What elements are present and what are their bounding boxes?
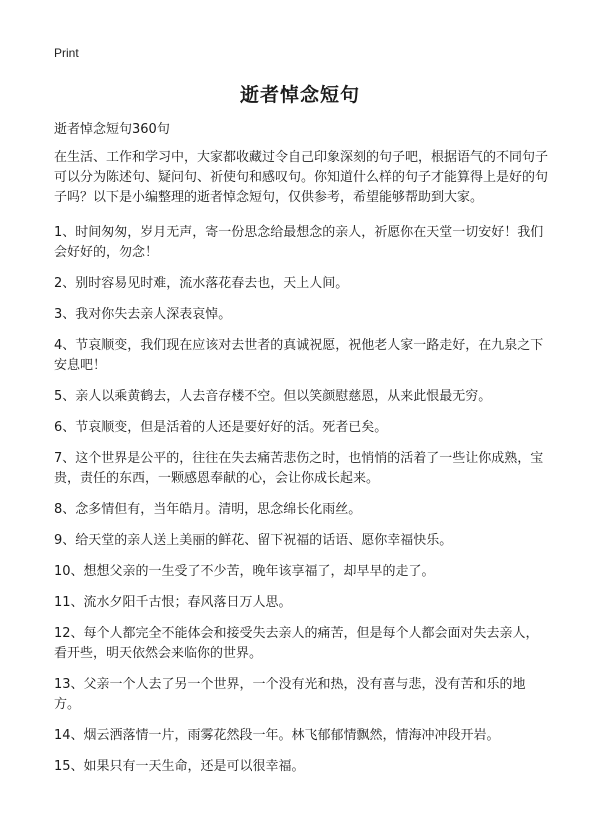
- list-item: 14、烟云洒落情一片，雨雾花然段一年。林飞郁郁情飘然，情海冲冲段开岩。: [54, 728, 500, 743]
- list-item: 15、如果只有一天生命，还是可以很幸福。: [54, 759, 305, 774]
- list-item: 7、这个世界是公平的，往往在失去痛苦悲伤之时，也悄悄的活着了一些让你成熟，宝贵，责任的东西，一颗感恩奉献的心，会让你成长起来。: [54, 451, 544, 486]
- list-item: 8、念多情但有，当年皓月。清明，思念绵长化雨丝。: [54, 502, 362, 517]
- page-title: 逝者悼念短句: [239, 84, 360, 106]
- list-item: 10、想想父亲的一生受了不少苦，晚年该享福了，却早早的走了。: [54, 564, 435, 579]
- list-item: 6、节哀顺变，但是活着的人还是要好好的活。死者已矣。: [54, 420, 388, 435]
- list-item: 5、亲人以乘黄鹤去，人去音存楼不空。但以笑颜慰慈恩，从来此恨最无穷。: [54, 389, 492, 404]
- list-item: 2、别时容易见时难，流水落花春去也，天上人间。: [54, 276, 349, 291]
- list-item: 9、给天堂的亲人送上美丽的鲜花、留下祝福的话语、愿你幸福快乐。: [54, 533, 453, 548]
- document-body: [54, 148, 550, 788]
- list-item: 3、我对你失去亲人深表哀悼。: [54, 307, 232, 322]
- list-item: 13、父亲一个人去了另一个世界，一个没有光和热，没有喜与悲，没有苦和乐的地方。: [54, 677, 526, 712]
- list-item: 12、每个人都完全不能体会和接受失去亲人的痛苦，但是每个人都会面对失去亲人，看开些，明天依然会来临你的世界。: [54, 626, 539, 661]
- print-label: Print: [54, 46, 79, 60]
- list-item: 4、节哀顺变，我们现在应该对去世者的真诚祝愿，祝他老人家一路走好，在九泉之下安息吧！: [54, 338, 544, 373]
- document-subtitle: 逝者悼念短句360句: [54, 122, 170, 137]
- intro-paragraph: 在生活、工作和学习中，大家都收藏过令自己印象深刻的句子吧，根据语气的不同句子可以分为陈述句、疑问句、祈使句和感叹句。你知道什么样的句子才能算得上是好的句子吗？以下是小编整理的逝者悼念短句，仅供参考，希望能够帮助到大家。: [54, 150, 549, 205]
- list-item: 11、流水夕阳千古恨；春风落日万人思。: [54, 595, 292, 610]
- list-item: 1、时间匆匆，岁月无声，寄一份思念给最想念的亲人，祈愿你在天堂一切安好！我们会好好的，勿念！: [54, 225, 544, 260]
